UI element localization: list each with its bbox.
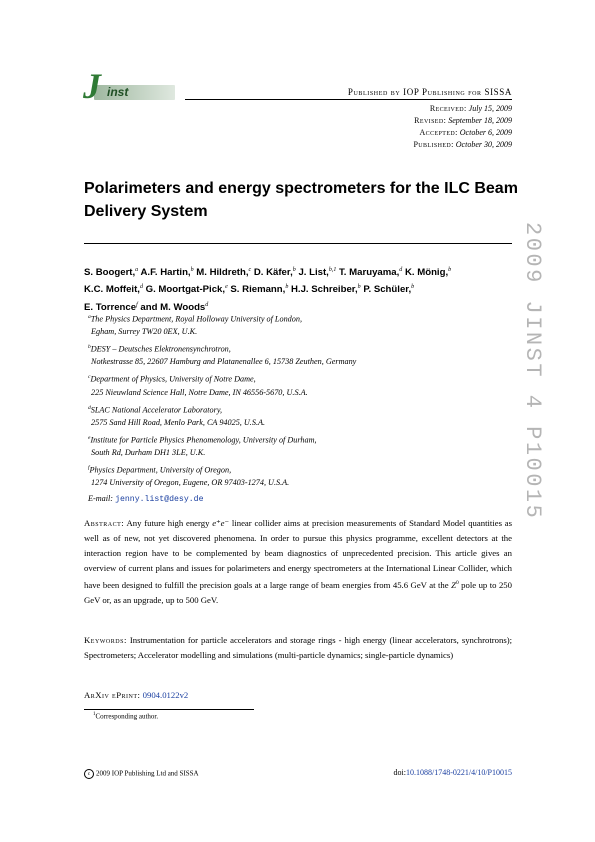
contact-email	[88, 493, 518, 507]
publisher-line: Published by IOP Publishing for SISSA	[347, 87, 512, 97]
title-rule	[84, 243, 512, 244]
author: G. Moortgat-Pick,$^e$	[145, 284, 228, 296]
arxiv-link[interactable]: 0904.0122v2	[142, 690, 189, 700]
keywords-label: Keywords:	[84, 635, 127, 645]
author: and M. Woods$^d$	[140, 301, 209, 313]
logo-letter: J	[83, 66, 101, 106]
keywords	[84, 633, 512, 663]
author: D. Käfer,$^b$	[253, 267, 296, 279]
date-accepted: Accepted: October 6, 2009	[419, 128, 512, 137]
affiliation: $^b$DESY – Deutsches Elektronensynchrotron, Notkestrasse 85, 22607 Hamburg and Platanenallee 6, 15738 Zeuthen, Germany	[88, 344, 357, 367]
date-received: Received: July 15, 2009	[429, 104, 512, 113]
author: A.F. Hartin,$^b$	[140, 267, 194, 279]
footnote-rule	[84, 709, 254, 710]
author: T. Maruyama,$^d$	[339, 267, 403, 279]
author: H.J. Schreiber,$^b$	[291, 284, 361, 296]
email-link[interactable]: jenny.list@desy.de	[115, 494, 204, 504]
author: M. Hildreth,$^c$	[196, 267, 252, 279]
arxiv-eprint	[84, 690, 188, 700]
logo-text: inst	[107, 85, 129, 99]
header-rule	[185, 99, 512, 100]
author: K.C. Moffeit,$^d$	[84, 284, 143, 296]
affiliation: $^f$Physics Department, University of Oregon, 1274 University of Oregon, Eugene, OR 97403-1274, U.S.A.	[88, 465, 290, 488]
author: E. Torrence$^f$	[84, 301, 138, 313]
copyright-icon: c	[84, 769, 94, 779]
side-journal-label: 2009 JINST 4 P10015	[520, 222, 545, 521]
arxiv-label: ArXiv ePrint:	[84, 690, 141, 700]
journal-logo	[83, 66, 175, 106]
date-revised: Revised: September 18, 2009	[414, 116, 512, 125]
author: K. Mönig,$^b$	[404, 267, 452, 279]
doi-label: doi:	[393, 768, 406, 777]
doi	[394, 768, 512, 777]
author: P. Schüler,$^b$	[363, 284, 415, 296]
footnote: $^1$Corresponding author.	[93, 712, 159, 721]
paper-title: Polarimeters and energy spectrometers for the ILC Beam Delivery System	[84, 180, 518, 220]
author-list	[84, 263, 514, 315]
email-label: E-mail:	[88, 493, 114, 503]
affiliation: $^a$The Physics Department, Royal Holloway University of London, Egham, Surrey TW20 0EX, U.K.	[88, 314, 303, 337]
author: S. Riemann,$^b$	[230, 284, 289, 296]
doi-link[interactable]: 10.1088/1748-0221/4/10/P10015	[405, 768, 512, 777]
affiliation: $^d$SLAC National Accelerator Laboratory, 2575 Sand Hill Road, Menlo Park, CA 94025, U.S.A.	[88, 404, 266, 427]
affiliation: $^e$Institute for Particle Physics Phenomenology, University of Durham, South Rd, Durham DH1 3LE, U.K.	[88, 434, 317, 458]
ee-symbol: e⁺e⁻	[212, 518, 230, 528]
publication-dates	[413, 103, 512, 151]
abstract-label: Abstract:	[84, 518, 125, 528]
copyright: c 2009 IOP Publishing Ltd and SISSA	[84, 769, 199, 779]
keywords-text: Instrumentation for particle accelerators and storage rings - high energy (linear accelerators, synchrotrons); Spectrometers; Accelerator modelling and simulations (multi-particle dynamics; single-particle dynamics)	[84, 635, 513, 660]
date-published: Published: October 30, 2009	[413, 140, 512, 149]
author: S. Boogert,$^a$	[84, 267, 139, 279]
affiliation-list	[88, 311, 518, 506]
author: J. List,$^{b,1}$	[298, 267, 337, 279]
abstract: Abstract: Any future high energy e⁺e⁻ linear collider aims at precision measurements of Standard Model quantities as well as of new, not yet discovered phenomena. In order to pursue this physics programme, excellent detectors at the interaction region have to be complemented by beam diagnostics of unprecedented precision. This article gives an overview of current plans and issues for polarimeters and energy spectrometers at the International Linear Collider, which have been designed to fulfill the precision goals at a large range of beam energies from 45.6 GeV at the $Z^0$ pole up to 250 GeV or, as an upgrade, up to 500 GeV.	[84, 518, 512, 605]
affiliation: $^c$Department of Physics, University of Notre Dame, 225 Nieuwland Science Hall, Notre Dame, IN 46556-5670, U.S.A.	[88, 374, 308, 397]
